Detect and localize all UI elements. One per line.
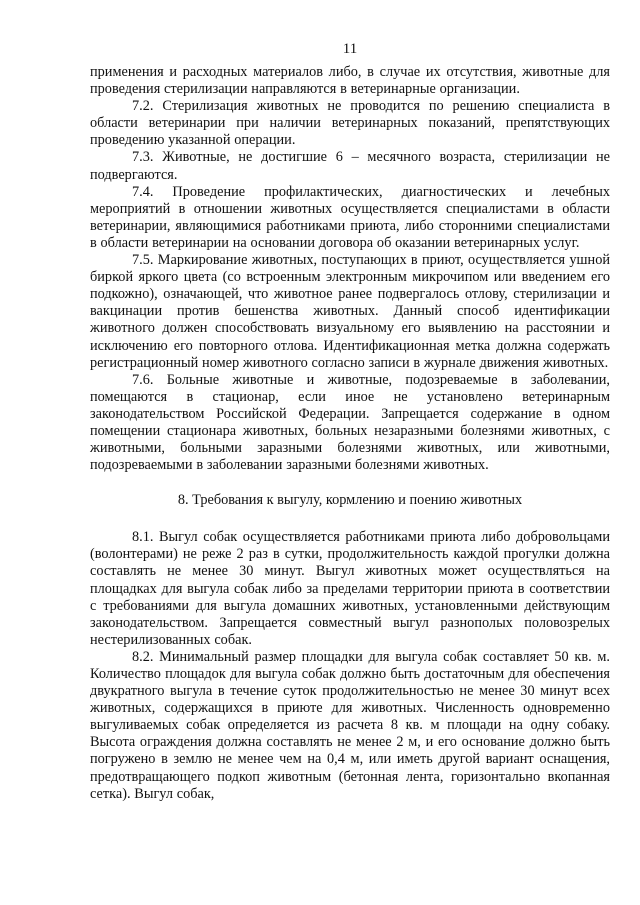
paragraph-7-5: 7.5. Маркирование животных, поступающих в приют, осуществляется ушной биркой яркого цвета (со встроенным электронным микрочипом или введением его подкожно), означающей, что животное ранее подвергалось отлову, стерилизации и вакцинации против бешенства животных. Данный способ идентификации животного должен способствовать визуальному его выявлению на расстоянии и исключению его повторного отлова. Идентификационная метка должна содержать регистрационный номер животного согласно записи в журнале движения животных. [90, 252, 610, 371]
document-page [90, 40, 610, 803]
paragraph-7-6: 7.6. Больные животные и животные, подозреваемые в заболевании, помещаются в стационар, если иное не установлено ветеринарным законодательством Российской Федерации. Запрещается содержание в одном помещении стационара животных, больных незаразными болезнями животных, с животными, больными заразными болезнями животных, или животными, подозреваемыми в заболевании заразными болезнями животных. [90, 371, 610, 474]
paragraph-7-4: 7.4. Проведение профилактических, диагностических и лечебных мероприятий в отношении животных осуществляется специалистами в области ветеринарии, являющимися работниками приюта, либо сторонними специалистами в области ветеринарии на основании договора об оказании ветеринарных услуг. [90, 183, 610, 251]
paragraph-7-2: 7.2. Стерилизация животных не проводится по решению специалиста в области ветеринарии при наличии ветеринарных показаний, препятствующих проведению указанной операции. [90, 98, 610, 149]
paragraph-8-2: 8.2. Минимальный размер площадки для выгула собак составляет 50 кв. м. Количество площадок для выгула собак должно быть достаточным для обеспечения двукратного выгула в течение суток продолжительностью не менее 30 минут всех животных, содержащихся в приюте для животных. Численность одновременно выгуливаемых собак определяется из расчета 8 кв. м площади на одну собаку. Высота ограждения должна составлять не менее 2 м, и его основание должно быть погружено в землю не менее чем на 0,4 м, или иметь другой вариант оснащения, предотвращающего подкоп животным (бетонная лента, горизонтально вкопанная сетка). Выгул собак, [90, 648, 610, 802]
page-number: 11 [342, 41, 358, 57]
paragraph-7-1-continuation: применения и расходных материалов либо, в случае их отсутствия, животные для проведения стерилизации направляются в ветеринарные организации. [90, 64, 610, 98]
paragraph-8-1: 8.1. Выгул собак осуществляется работниками приюта либо добровольцами (волонтерами) не реже 2 раз в сутки, продолжительность каждой прогулки должна составлять не менее 30 минут. Выгул животных может осуществляться на площадках для выгула собак либо за пределами территории приюта в соответствии с требованиями для выгула домашних животных, установленными действующим законодательством. Запрещается совместный выгул разнополых половозрелых нестерилизованных собак. [90, 529, 610, 648]
paragraph-7-3: 7.3. Животные, не достигшие 6 – месячного возраста, стерилизации не подвергаются. [90, 149, 610, 183]
section-heading: 8. Требования к выгулу, кормлению и поению животных [177, 492, 523, 509]
